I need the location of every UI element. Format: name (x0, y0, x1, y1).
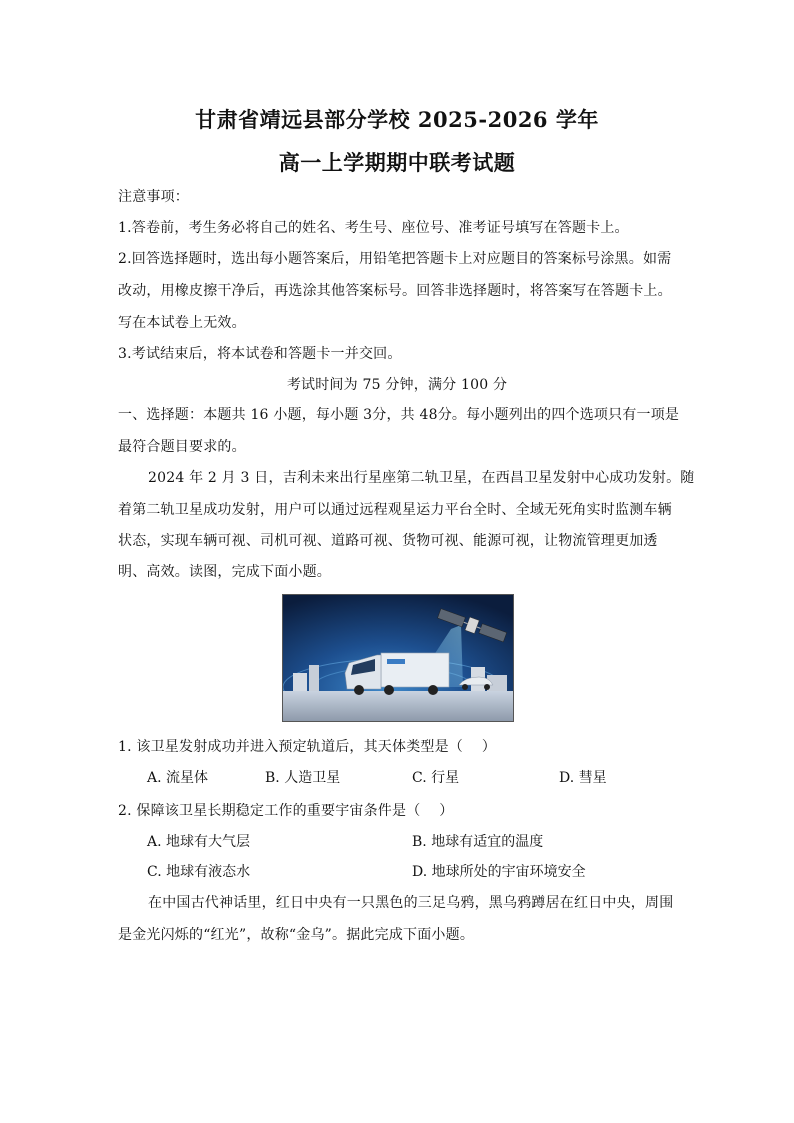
passage1-line2: 着第二轨卫星成功发射，用户可以通过远程观星运力平台全时、全域无死角实时监测车辆 (118, 502, 672, 518)
satellite-truck-illustration-icon (283, 595, 513, 721)
page-title-line1: 甘肃省靖远县部分学校 2025-2026 学年 (195, 107, 599, 132)
notice-item-2-line2: 改动，用橡皮擦干净后，再选涂其他答案标号。回答非选择题时，将答案写在答题卡上。 (118, 283, 672, 299)
question-2-option-c: C. 地球有液态水 (147, 864, 251, 880)
notice-item-2-line1: 2.回答选择题时，选出每小题答案后，用铅笔把答题卡上对应题目的答案标号涂黑。如需 (118, 251, 672, 267)
passage1-line1: 2024 年 2 月 3 日，吉利未来出行星座第二轨卫星，在西昌卫星发射中心成功发射。随 (148, 470, 695, 486)
satellite-truck-image (282, 594, 514, 722)
exam-time-score: 考试时间为 75 分钟，满分 100 分 (286, 377, 508, 393)
question-1-option-b: B. 人造卫星 (265, 770, 341, 786)
question-1-option-d: D. 彗星 (559, 770, 607, 786)
question-2-option-b: B. 地球有适宜的温度 (412, 834, 544, 850)
question-2-stem: 2. 保障该卫星长期稳定工作的重要宇宙条件是（ ） (118, 803, 454, 819)
section-heading-line2: 最符合题目要求的。 (118, 439, 246, 455)
passage2-line2: 是金光闪烁的“红光”，故称“金乌”。据此完成下面小题。 (118, 927, 475, 943)
passage1-line3: 状态，实现车辆可视、司机可视、道路可视、货物可视、能源可视，让物流管理更加透 (118, 533, 658, 549)
notice-heading: 注意事项： (118, 189, 189, 205)
notice-item-2-line3: 写在本试卷上无效。 (118, 315, 246, 331)
question-1-option-c: C. 行星 (412, 770, 460, 786)
page-title-line2: 高一上学期期中联考试题 (278, 150, 516, 175)
passage2-line1: 在中国古代神话里，红日中央有一只黑色的三足乌鸦，黑乌鸦蹲居在红日中央，周围 (148, 895, 674, 911)
notice-item-3: 3.考试结束后，将本试卷和答题卡一并交回。 (118, 346, 402, 362)
question-2-option-a: A. 地球有大气层 (147, 834, 251, 850)
question-1-stem: 1. 该卫星发射成功并进入预定轨道后，其天体类型是（ ） (118, 739, 497, 755)
section-heading-line1: 一、选择题：本题共 16 小题，每小题 3分，共 48分。每小题列出的四个选项只有一项是 (118, 407, 680, 423)
question-2-option-d: D. 地球所处的宇宙环境安全 (412, 864, 586, 880)
question-1-option-a: A. 流星体 (147, 770, 209, 786)
notice-item-1: 1.答卷前，考生务必将自己的姓名、考生号、座位号、准考证号填写在答题卡上。 (118, 220, 629, 236)
passage1-line4: 明、高效。读图，完成下面小题。 (118, 564, 331, 580)
